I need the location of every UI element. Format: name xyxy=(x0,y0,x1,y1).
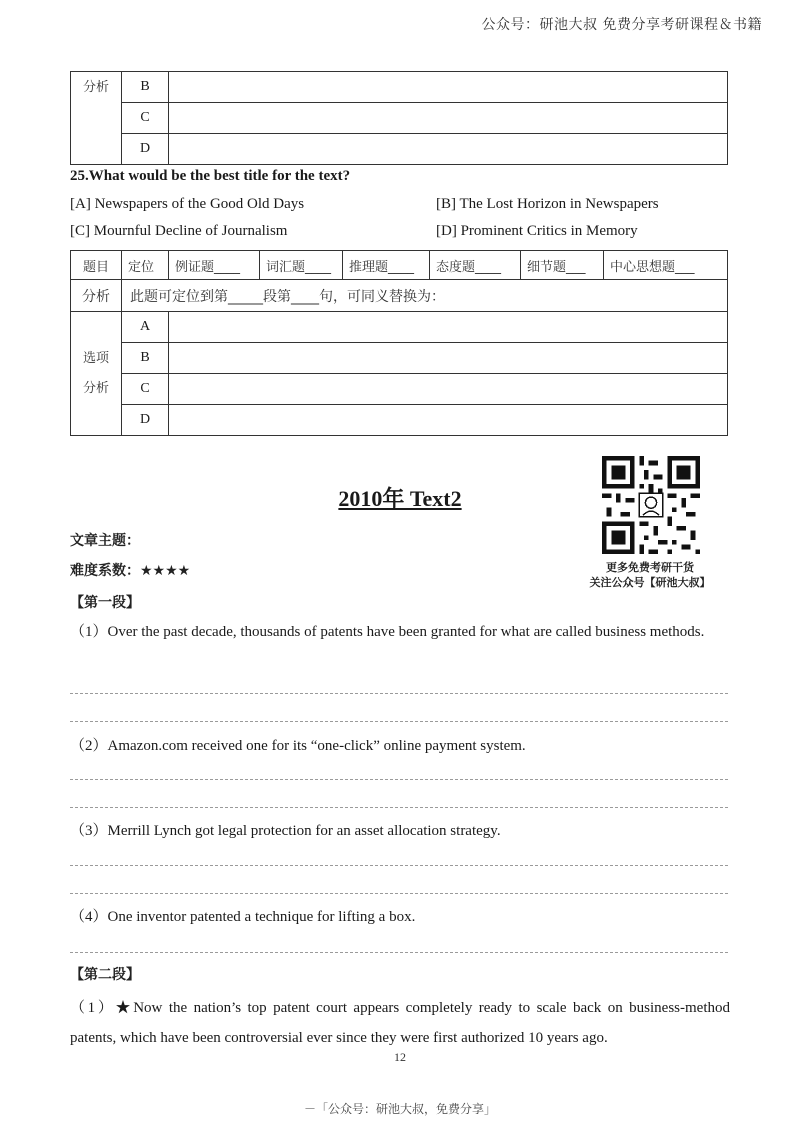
option-label: C xyxy=(122,374,169,405)
options-analysis-label xyxy=(71,312,122,436)
answer-cell[interactable] xyxy=(169,374,728,405)
header-cell-vocab: 词汇题____ xyxy=(260,251,343,280)
answer-line[interactable] xyxy=(70,865,728,866)
section-title: 2010年 Text2 xyxy=(338,486,462,511)
analysis-text: 此题可定位到第_____段第____句，可同义替换为： xyxy=(122,280,728,312)
analysis-label: 分析 xyxy=(71,280,122,312)
answer-line[interactable] xyxy=(70,952,728,953)
answer-line[interactable] xyxy=(70,721,728,722)
answer-line[interactable] xyxy=(70,893,728,894)
sentence-1-3: （3）Merrill Lynch got legal protection for an asset allocation strategy. xyxy=(70,823,501,839)
option-label: D xyxy=(122,405,169,436)
option-c: [C] Mournful Decline of Journalism xyxy=(70,223,288,239)
option-d: [D] Prominent Critics in Memory xyxy=(436,223,638,239)
paragraph-1-label: 【第一段】 xyxy=(70,595,140,611)
option-label: A xyxy=(122,312,169,343)
sentence-2-1: （1）★Now the nation’s top patent court appears completely ready to scale back on business-method patents, which have been controversial ever since they were first authorized 10 years ago. xyxy=(70,1000,730,1046)
answer-cell[interactable] xyxy=(169,343,728,374)
page-number: 12 xyxy=(394,1050,406,1064)
footer-note: －「公众号：研池大叔，免费分享」 xyxy=(303,1102,496,1116)
header-cell-locate: 定位 xyxy=(122,251,169,280)
header-cell-inference: 推理题____ xyxy=(343,251,430,280)
qr-caption-line1: 更多免费考研干货 xyxy=(606,561,694,574)
answer-cell[interactable] xyxy=(169,134,728,165)
option-label: D xyxy=(122,134,169,165)
sentence-1-4: （4）One inventor patented a technique for lifting a box. xyxy=(70,909,416,925)
answer-cell[interactable] xyxy=(169,405,728,436)
difficulty-label: 难度系数：★★★★ xyxy=(70,563,191,579)
header-cell-attitude: 态度题____ xyxy=(430,251,521,280)
header-cell-main-idea: 中心思想题___ xyxy=(604,251,728,280)
header-cell-detail: 细节题___ xyxy=(521,251,604,280)
header-cell-topic: 题目 xyxy=(71,251,122,280)
side-label: 分析 xyxy=(71,72,122,165)
paragraph-2-label: 【第二段】 xyxy=(70,967,140,983)
answer-line[interactable] xyxy=(70,693,728,694)
sentence-1-2: （2）Amazon.com received one for its “one-click” online payment system. xyxy=(70,738,526,754)
header-watermark-note: 公众号：研池大叔 免费分享考研课程＆书籍 xyxy=(481,17,762,33)
option-a: [A] Newspapers of the Good Old Days xyxy=(70,196,305,212)
option-label: B xyxy=(122,72,169,103)
answer-cell[interactable] xyxy=(169,312,728,343)
options-label-line2: 分析 xyxy=(82,380,109,396)
question-25: 25.What would be the best title for the text? xyxy=(70,168,351,184)
option-b: [B] The Lost Horizon in Newspapers xyxy=(436,196,659,212)
qr-caption-line2: 关注公众号【研池大叔】 xyxy=(589,576,711,589)
answer-line[interactable] xyxy=(70,779,728,780)
qr-caption xyxy=(575,560,725,590)
answer-cell[interactable] xyxy=(169,72,728,103)
sentence-1-1: （1）Over the past decade, thousands of patents have been granted for what are called business methods. xyxy=(70,624,705,640)
analysis-table-q25 xyxy=(70,250,728,436)
option-label: C xyxy=(122,103,169,134)
analysis-table-q24 xyxy=(70,71,728,165)
options-label-line1: 选项 xyxy=(82,350,109,366)
answer-line[interactable] xyxy=(70,807,728,808)
header-cell-example: 例证题____ xyxy=(169,251,260,280)
qr-code-icon[interactable] xyxy=(602,456,700,554)
answer-cell[interactable] xyxy=(169,103,728,134)
option-label: B xyxy=(122,343,169,374)
theme-label: 文章主题： xyxy=(70,533,140,549)
